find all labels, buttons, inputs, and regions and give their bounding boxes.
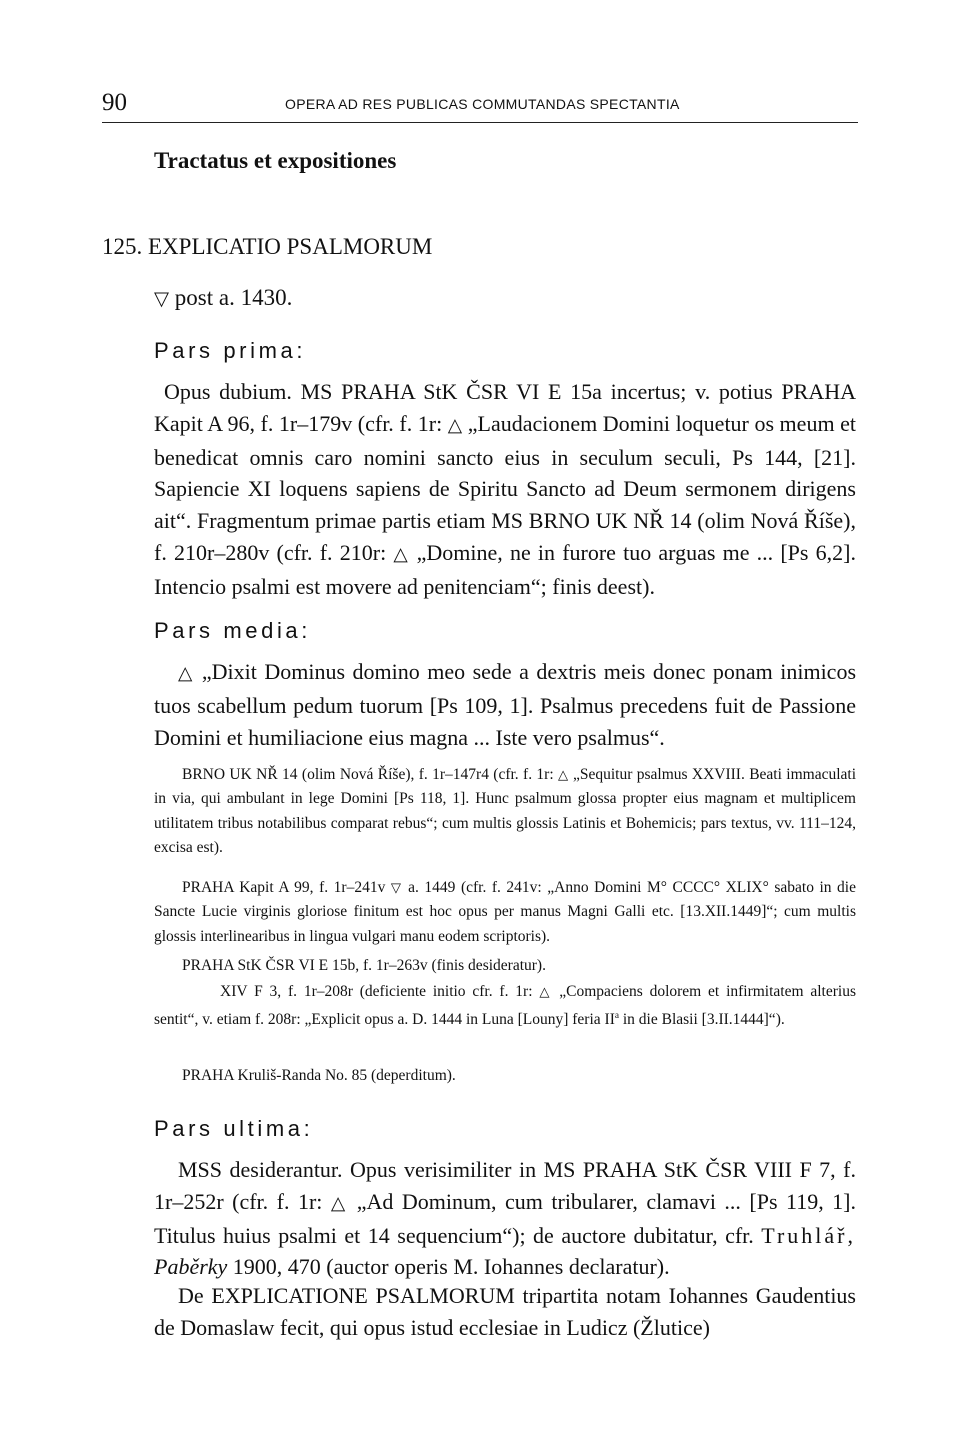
up-triangle-icon: △ [558,767,569,782]
page-number: 90 [102,89,127,116]
up-triangle-icon: △ [178,663,195,684]
author-name: Truhlář, [761,1222,856,1248]
pars-ultima-text-b: „Ad Dominum, cum tribularer, clamavi ... [Ps 119, 1]. Titulus huius psalmi et 14 sequencium“); de auctore dubitatur, cfr. [154,1188,856,1248]
ms2-text-a: PRAHA Kapit A 99, f. 1r–241v [182,879,391,896]
ms1-text-b: „Sequitur psalmus XXVIII. Beati immaculati in via, qui ambulant in lege Domini [Ps 118, 1]. Hunc psalmum glossa propter eius magnam et multiplicem utilitatem tribus notabilibus comparat rebus“; cum multis glossis Latinis et Bohemicis; pars textus, vv. 111–124, excisa est). [154,766,856,857]
work-title: Paběrky [154,1254,228,1280]
pars-media-label: Pars media: [154,618,311,643]
up-triangle-icon: △ [393,543,410,565]
manuscript-entry-4 [154,980,856,1033]
ms4-text-c: in die Blasii [3.II.1444]“). [619,1011,785,1029]
manuscript-entry-1 [154,763,856,861]
up-triangle-icon: △ [539,984,553,999]
manuscript-entry-3: PRAHA StK ČSR VI E 15b, f. 1r–263v (finis desideratur). [182,957,546,974]
ms1-text-a: BRNO UK NŘ 14 (olim Nová Říše), f. 1r–147r4 (cfr. f. 1r: [182,766,559,783]
ms2-text-b: a. 1449 (cfr. f. 241v: „Anno Domini M° CCCC° XLIX° sabato in die Sancte Lucie virginis gloriose finitum est hoc opus per manus Magni Galli etc. [13.XII.1449]“; cum multis glossis interlinearibus in lingua vulgari manu eodem scriptoris). [154,879,856,945]
pars-ultima-text-c: 1900, 470 (auctor operis M. Iohannes declaratur). [227,1254,670,1280]
ms4-superscript: a [614,1011,619,1022]
pars-ultima-paragraph [154,1154,856,1283]
up-triangle-icon: △ [330,1192,349,1214]
pars-media-text: „Dixit Dominus domino meo sede a dextris meis donec ponam inimicos tuos scabellum pedum tuorum [Ps 109, 1]. Psalmus precedens fuit de Passione Domini et humiliacione eius magna ... Iste vero psalmus“. [154,659,857,750]
manuscript-entry-5: PRAHA Kruliš-Randa No. 85 (deperditum). [182,1067,456,1084]
manuscript-entry-2 [154,876,856,949]
pars-ultima-label: Pars ultima: [154,1116,314,1141]
down-triangle-icon: ▽ [154,289,170,310]
pars-prima-label: Pars prima: [154,338,307,363]
pars-ultima-text-a: MSS desiderantur. Opus verisimiliter in MS PRAHA StK ČSR VIII F 7, f. 1r–252r (cfr. f. 1r: [154,1157,856,1214]
running-title: OPERA AD RES PUBLICAS COMMUTANDAS SPECTANTIA [285,96,680,112]
pars-prima-text-c: „Domine, ne in furore tuo arguas me ... [Ps 6,2]. Intencio psalmi est movere ad penitenciam“; finis deest). [154,539,856,599]
pars-media-paragraph [154,656,856,753]
down-triangle-icon: ▽ [390,880,403,895]
pars-prima-text-b: „Laudacionem Domini loquetur os meum et benedicat omnis caro nomini sancto eius in seculum seculi, Ps 144, [21]. Sapiencie XI loquens sapiens de Spiritu Sancto ad Deum sermonem dirigens ait“. Fragmentum primae partis etiam MS BRNO UK NŘ 14 (olim Nová Říše), f. 210r–280v (cfr. f. 210r: [154,410,856,565]
ms4-text-a: XIV F 3, f. 1r–208r (deficiente initio cfr. f. 1r: [220,983,540,1000]
entry-date-text: post a. 1430. [174,285,293,310]
header-rule [102,122,858,123]
closing-paragraph: De EXPLICATIONE PSALMORUM tripartita notam Iohannes Gaudentius de Domaslaw fecit, qui opus istud ecclesiae in Ludicz (Žlutice) [154,1283,856,1340]
section-title: Tractatus et expositiones [154,148,397,173]
ms4-text-b: „Compaciens dolorem et infirmitatem alterius sentit“, v. etiam f. 208r: „Explicit opus a. D. 1444 in Luna [Louny] feria II [154,983,856,1029]
entry-title: 125. EXPLICATIO PSALMORUM [102,234,433,259]
up-triangle-icon: △ [447,414,463,436]
pars-prima-paragraph [154,376,856,603]
entry-date [154,283,292,315]
pars-prima-text-a: Opus dubium. MS PRAHA StK ČSR VI E 15a incertus; v. potius PRAHA Kapit A 96, f. 1r–179v (cfr. f. 1r: [154,379,856,436]
